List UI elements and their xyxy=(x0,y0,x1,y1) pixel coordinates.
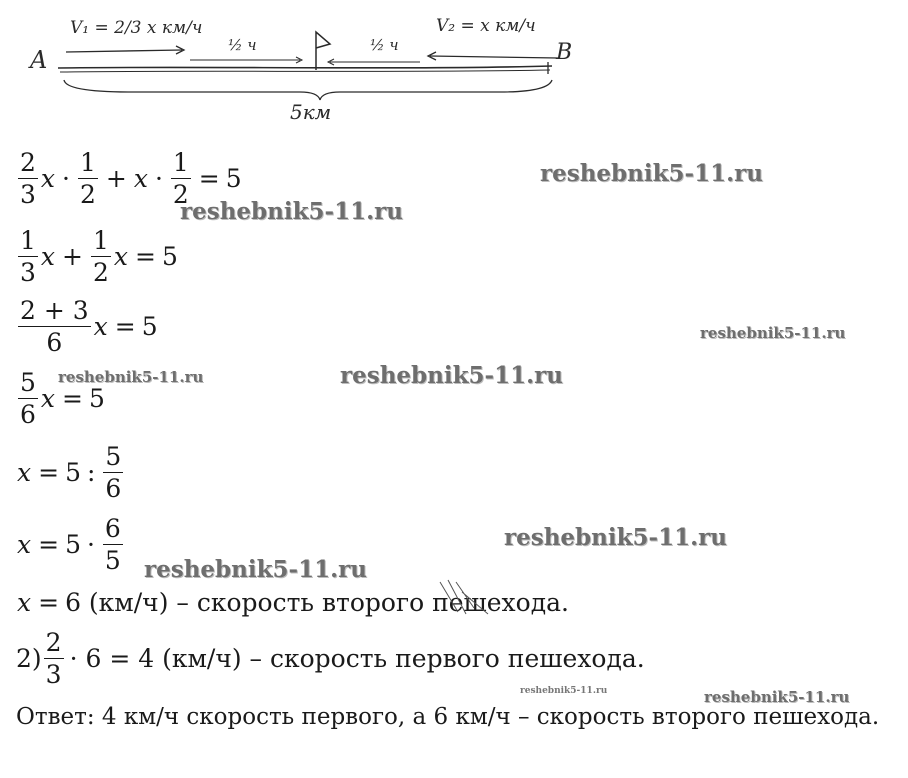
watermark: reshebnik5-11.ru xyxy=(144,556,367,583)
result-line-second-pedestrian: x = 6 (км/ч) – скорость второго пешехода. xyxy=(17,588,569,617)
sketch-point-a: A xyxy=(30,46,48,74)
watermark: reshebnik5-11.ru xyxy=(520,686,608,696)
watermark: reshebnik5-11.ru xyxy=(700,324,846,342)
answer-line: Ответ: 4 км/ч скорость первого, а 6 км/ч – скорость второго пешехода. xyxy=(16,704,880,730)
equation-line-2: $\frac{1}{3}$ x + $\frac{1}{2}$ x = 5 xyxy=(20,226,178,287)
sketch-distance: 5км xyxy=(290,100,332,124)
watermark: reshebnik5-11.ru xyxy=(180,198,403,225)
fraction: $\frac{2}{3}$ xyxy=(20,148,36,209)
pen-scribble xyxy=(438,578,498,622)
watermark: reshebnik5-11.ru xyxy=(58,368,204,386)
fraction: $\frac{5}{6}$ xyxy=(105,442,122,503)
sketch-time-left: ½ ч xyxy=(228,36,257,54)
equation-line-5: x = 5 : $\frac{5}{6}$ xyxy=(17,442,122,503)
fraction: $\frac{6}{5}$ xyxy=(104,514,121,575)
equation-line-1: $\frac{2}{3}$ x · $\frac{1}{2}$ + x · $\frac{1}{2}$ = 5 xyxy=(20,148,242,209)
equation-line-6: x = 5 · $\frac{6}{5}$ xyxy=(17,514,121,575)
fraction: $\frac{1}{3}$ xyxy=(20,226,36,287)
sketch-point-b: B xyxy=(556,40,573,65)
equation-line-4: $\frac{5}{6}$ x = 5 xyxy=(20,368,105,429)
sketch-v2-label: V₂ = x км/ч xyxy=(436,16,536,36)
equation-line-3: $\frac{2 + 3}{6}$ x = 5 xyxy=(20,296,158,357)
sketch-v1-label: V₁ = 2/3 x км/ч xyxy=(70,18,203,38)
fraction: $\frac{2}{3}$ xyxy=(45,628,62,689)
watermark: reshebnik5-11.ru xyxy=(704,688,850,706)
fraction: $\frac{1}{2}$ xyxy=(79,148,96,209)
sketch-time-right: ½ ч xyxy=(370,36,399,54)
fraction: $\frac{1}{2}$ xyxy=(92,226,109,287)
watermark: reshebnik5-11.ru xyxy=(540,160,763,187)
fraction: $\frac{2 + 3}{6}$ xyxy=(20,296,89,357)
watermark: reshebnik5-11.ru xyxy=(504,524,727,551)
watermark: reshebnik5-11.ru xyxy=(340,362,563,389)
fraction: $\frac{5}{6}$ xyxy=(20,368,36,429)
fraction: $\frac{1}{2}$ xyxy=(172,148,189,209)
result-line-first-pedestrian: 2) $\frac{2}{3}$ · 6 = 4 (км/ч) – скорость первого пешехода. xyxy=(16,628,645,689)
